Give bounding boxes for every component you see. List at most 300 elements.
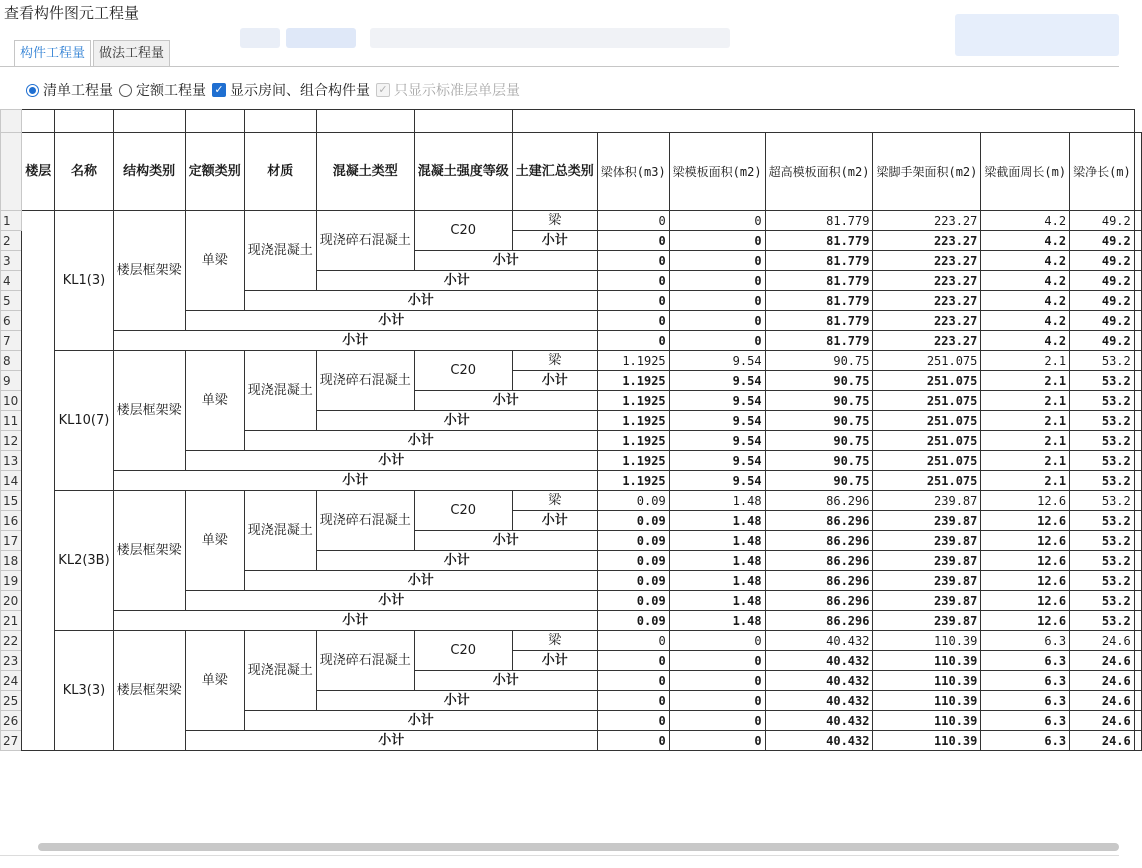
row-number: 14 [1, 471, 22, 491]
clipped-cell [1134, 411, 1141, 431]
table-row[interactable] [1, 631, 1142, 651]
value-cell[interactable]: 4.2 [981, 311, 1070, 331]
clipped-cell [1134, 611, 1141, 631]
value-cell[interactable]: 24.6 [1070, 631, 1135, 651]
value-cell[interactable]: 9.54 [669, 411, 765, 431]
quantity-grid [0, 109, 1142, 751]
value-cell[interactable]: 0 [669, 631, 765, 651]
clipped-cell [1134, 251, 1141, 271]
civil-cell[interactable]: 梁 [512, 211, 597, 231]
subtotal-label[interactable]: 小计 [512, 511, 597, 531]
header-top-cell [414, 110, 512, 133]
value-cell[interactable]: 251.075 [873, 431, 981, 451]
value-cell[interactable]: 53.2 [1070, 371, 1135, 391]
row-number: 4 [1, 271, 22, 291]
clipped-cell [1134, 491, 1141, 511]
subtotal-label[interactable]: 小计 [316, 691, 597, 711]
clipped-cell [1134, 371, 1141, 391]
row-number: 8 [1, 351, 22, 371]
row-number: 19 [1, 571, 22, 591]
value-cell[interactable]: 0 [669, 671, 765, 691]
clipped-cell [1134, 391, 1141, 411]
row-number: 12 [1, 431, 22, 451]
value-cell[interactable]: 239.87 [873, 491, 981, 511]
value-cell[interactable]: 239.87 [873, 571, 981, 591]
value-cell[interactable]: 86.296 [765, 571, 873, 591]
value-cell[interactable]: 86.296 [765, 611, 873, 631]
col-header-material[interactable]: 材质 [244, 133, 316, 211]
quota-cell[interactable]: 单梁 [185, 631, 244, 731]
value-cell[interactable]: 6.3 [981, 631, 1070, 651]
conc-grade-cell[interactable]: C20 [414, 631, 512, 671]
value-cell[interactable]: 251.075 [873, 451, 981, 471]
value-cell[interactable]: 12.6 [981, 551, 1070, 571]
value-cell[interactable]: 53.2 [1070, 391, 1135, 411]
subtotal-label[interactable]: 小计 [185, 591, 597, 611]
value-cell[interactable]: 86.296 [765, 511, 873, 531]
value-cell[interactable]: 4.2 [981, 211, 1070, 231]
conc-type-cell[interactable]: 现浇碎石混凝土 [316, 491, 414, 551]
value-cell[interactable]: 1.1925 [597, 371, 669, 391]
value-cell[interactable]: 49.2 [1070, 311, 1135, 331]
subtotal-label[interactable]: 小计 [316, 551, 597, 571]
value-cell[interactable]: 90.75 [765, 411, 873, 431]
value-cell[interactable]: 1.1925 [597, 351, 669, 371]
struct-cell[interactable]: 楼层框架梁 [113, 351, 185, 471]
value-cell[interactable]: 0 [597, 271, 669, 291]
subtotal-label[interactable]: 小计 [414, 671, 597, 691]
value-cell[interactable]: 12.6 [981, 611, 1070, 631]
value-cell[interactable]: 239.87 [873, 551, 981, 571]
value-cell[interactable]: 24.6 [1070, 711, 1135, 731]
row-number: 17 [1, 531, 22, 551]
value-cell[interactable]: 110.39 [873, 671, 981, 691]
quantity-grid-viewport[interactable] [0, 109, 1131, 839]
col-header-scaffold[interactable]: 梁脚手架面积(m2) [873, 133, 981, 211]
subtotal-label[interactable]: 小计 [244, 571, 597, 591]
value-cell[interactable]: 49.2 [1070, 251, 1135, 271]
value-cell[interactable]: 2.1 [981, 471, 1070, 491]
value-cell[interactable]: 0 [597, 311, 669, 331]
tab-bar [14, 40, 172, 66]
window-title: 查看构件图元工程量 [4, 4, 140, 22]
material-cell[interactable]: 现浇混凝土 [244, 631, 316, 711]
value-cell[interactable]: 90.75 [765, 351, 873, 371]
value-cell[interactable]: 9.54 [669, 431, 765, 451]
value-cell[interactable]: 53.2 [1070, 491, 1135, 511]
value-cell[interactable]: 53.2 [1070, 611, 1135, 631]
value-cell[interactable]: 110.39 [873, 691, 981, 711]
value-cell[interactable]: 0 [597, 211, 669, 231]
value-cell[interactable]: 0 [669, 231, 765, 251]
conc-grade-cell[interactable]: C20 [414, 211, 512, 251]
value-cell[interactable]: 239.87 [873, 611, 981, 631]
col-header-name[interactable]: 名称 [55, 133, 113, 211]
value-cell[interactable]: 24.6 [1070, 651, 1135, 671]
clipped-cell [1134, 591, 1141, 611]
option-qingdan[interactable] [26, 80, 113, 100]
value-cell[interactable]: 110.39 [873, 711, 981, 731]
subtotal-label[interactable]: 小计 [414, 391, 597, 411]
checkbox-disabled-icon: ✓ [376, 83, 390, 97]
value-cell[interactable]: 223.27 [873, 331, 981, 351]
value-cell[interactable]: 1.48 [669, 571, 765, 591]
value-cell[interactable]: 9.54 [669, 451, 765, 471]
value-cell[interactable]: 0.09 [597, 531, 669, 551]
value-cell[interactable]: 223.27 [873, 211, 981, 231]
value-cell[interactable]: 53.2 [1070, 591, 1135, 611]
value-cell[interactable]: 53.2 [1070, 411, 1135, 431]
clipped-cell [1134, 711, 1141, 731]
row-number-header [1, 110, 22, 133]
subtotal-label[interactable]: 小计 [512, 231, 597, 251]
value-cell[interactable]: 86.296 [765, 491, 873, 511]
value-cell[interactable]: 53.2 [1070, 571, 1135, 591]
col-header-civil[interactable]: 土建汇总类别 [512, 133, 597, 211]
row-number: 11 [1, 411, 22, 431]
value-cell[interactable]: 24.6 [1070, 691, 1135, 711]
value-cell[interactable]: 0 [597, 711, 669, 731]
value-cell[interactable]: 6.3 [981, 711, 1070, 731]
value-cell[interactable]: 9.54 [669, 371, 765, 391]
subtotal-label[interactable]: 小计 [512, 651, 597, 671]
row-number: 5 [1, 291, 22, 311]
radio-icon[interactable] [119, 84, 132, 97]
value-cell[interactable]: 0 [597, 231, 669, 251]
header-top-row [1, 110, 1142, 133]
value-cell[interactable]: 1.1925 [597, 391, 669, 411]
value-cell[interactable]: 6.3 [981, 691, 1070, 711]
value-cell[interactable]: 40.432 [765, 731, 873, 751]
value-cell[interactable]: 49.2 [1070, 231, 1135, 251]
option-dinge-label: 定额工程量 [136, 83, 206, 99]
value-cell[interactable]: 86.296 [765, 531, 873, 551]
value-cell[interactable]: 223.27 [873, 311, 981, 331]
value-cell[interactable]: 90.75 [765, 371, 873, 391]
value-cell[interactable]: 12.6 [981, 571, 1070, 591]
value-cell[interactable]: 1.48 [669, 611, 765, 631]
col-header-high-formwork[interactable]: 超高模板面积(m2) [765, 133, 873, 211]
value-cell[interactable]: 49.2 [1070, 331, 1135, 351]
value-cell[interactable]: 2.1 [981, 351, 1070, 371]
value-cell[interactable]: 1.1925 [597, 471, 669, 491]
subtotal-label[interactable]: 小计 [185, 311, 597, 331]
table-row[interactable] [1, 211, 1142, 231]
value-cell[interactable]: 0.09 [597, 491, 669, 511]
value-cell[interactable]: 251.075 [873, 411, 981, 431]
value-cell[interactable]: 81.779 [765, 331, 873, 351]
clipped-cell [1134, 551, 1141, 571]
table-row[interactable] [1, 351, 1142, 371]
value-cell[interactable]: 6.3 [981, 731, 1070, 751]
value-cell[interactable]: 9.54 [669, 351, 765, 371]
option-dinge[interactable] [119, 80, 206, 100]
value-cell[interactable]: 0 [597, 631, 669, 651]
value-cell[interactable]: 0 [669, 651, 765, 671]
value-cell[interactable]: 223.27 [873, 271, 981, 291]
table-row[interactable] [1, 611, 1142, 631]
row-number: 2 [1, 231, 22, 251]
table-row[interactable] [1, 331, 1142, 351]
clipped-cell [1134, 651, 1141, 671]
civil-cell[interactable]: 梁 [512, 351, 597, 371]
value-cell[interactable]: 1.48 [669, 551, 765, 571]
header-top-cell [55, 110, 113, 133]
value-cell[interactable]: 239.87 [873, 591, 981, 611]
header-top-cell [316, 110, 414, 133]
subtotal-label[interactable]: 小计 [414, 531, 597, 551]
clipped-cell [1134, 271, 1141, 291]
col-header-net-length[interactable]: 梁净长(m) [1070, 133, 1135, 211]
row-number: 24 [1, 671, 22, 691]
civil-cell[interactable]: 梁 [512, 631, 597, 651]
conc-grade-cell[interactable]: C20 [414, 491, 512, 531]
value-cell[interactable]: 49.2 [1070, 271, 1135, 291]
value-cell[interactable]: 0.09 [597, 611, 669, 631]
value-cell[interactable]: 1.1925 [597, 451, 669, 471]
col-header-formwork[interactable]: 梁模板面积(m2) [669, 133, 765, 211]
clipped-cell [1134, 671, 1141, 691]
blurred-toolbar-4 [955, 14, 1119, 56]
value-cell[interactable]: 53.2 [1070, 351, 1135, 371]
clipped-cell [1134, 331, 1141, 351]
value-cell[interactable]: 1.1925 [597, 431, 669, 451]
row-number: 22 [1, 631, 22, 651]
value-cell[interactable]: 40.432 [765, 631, 873, 651]
col-header-volume[interactable]: 梁体积(m3) [597, 133, 669, 211]
value-cell[interactable]: 4.2 [981, 231, 1070, 251]
value-cell[interactable]: 4.2 [981, 331, 1070, 351]
value-cell[interactable]: 53.2 [1070, 451, 1135, 471]
col-header-clipped [1134, 133, 1141, 211]
value-cell[interactable]: 81.779 [765, 311, 873, 331]
tab-method-quantity[interactable]: 做法工程量 [93, 40, 170, 66]
value-cell[interactable]: 12.6 [981, 491, 1070, 511]
value-cell[interactable]: 251.075 [873, 351, 981, 371]
value-cell[interactable]: 239.87 [873, 511, 981, 531]
value-cell[interactable]: 12.6 [981, 591, 1070, 611]
value-cell[interactable]: 49.2 [1070, 291, 1135, 311]
header-top-cell [22, 110, 55, 133]
col-header-struct[interactable]: 结构类别 [113, 133, 185, 211]
value-cell[interactable]: 24.6 [1070, 671, 1135, 691]
radio-selected-icon[interactable] [26, 84, 39, 97]
value-cell[interactable]: 0.09 [597, 571, 669, 591]
material-cell[interactable]: 现浇混凝土 [244, 211, 316, 291]
value-cell[interactable]: 53.2 [1070, 431, 1135, 451]
value-cell[interactable]: 12.6 [981, 531, 1070, 551]
quota-cell[interactable]: 单梁 [185, 211, 244, 311]
quota-cell[interactable]: 单梁 [185, 491, 244, 591]
value-cell[interactable]: 0 [669, 311, 765, 331]
value-cell[interactable]: 223.27 [873, 291, 981, 311]
subtotal-label[interactable]: 小计 [316, 411, 597, 431]
value-cell[interactable]: 53.2 [1070, 531, 1135, 551]
value-cell[interactable]: 86.296 [765, 591, 873, 611]
value-cell[interactable]: 0 [669, 271, 765, 291]
value-cell[interactable]: 0 [669, 731, 765, 751]
value-cell[interactable]: 53.2 [1070, 471, 1135, 491]
tab-divider [0, 66, 1119, 67]
value-cell[interactable]: 1.48 [669, 591, 765, 611]
table-row[interactable] [1, 491, 1142, 511]
subtotal-label[interactable]: 小计 [185, 451, 597, 471]
value-cell[interactable]: 1.1925 [597, 411, 669, 431]
value-cell[interactable]: 0 [597, 251, 669, 271]
value-cell[interactable]: 223.27 [873, 231, 981, 251]
floor-cell[interactable] [22, 211, 55, 751]
subtotal-label[interactable]: 小计 [113, 331, 597, 351]
value-cell[interactable]: 0 [669, 691, 765, 711]
clipped-cell [1134, 311, 1141, 331]
value-cell[interactable]: 2.1 [981, 391, 1070, 411]
value-cell[interactable]: 12.6 [981, 511, 1070, 531]
value-cell[interactable]: 2.1 [981, 431, 1070, 451]
value-cell[interactable]: 6.3 [981, 651, 1070, 671]
value-cell[interactable]: 4.2 [981, 271, 1070, 291]
value-cell[interactable]: 40.432 [765, 671, 873, 691]
value-cell[interactable]: 49.2 [1070, 211, 1135, 231]
value-cell[interactable]: 1.48 [669, 491, 765, 511]
quota-cell[interactable]: 单梁 [185, 351, 244, 451]
clipped-cell [1134, 471, 1141, 491]
value-cell[interactable]: 4.2 [981, 251, 1070, 271]
component-name-cell[interactable]: KL1(3) [55, 211, 113, 351]
col-header-conc-grade[interactable]: 混凝土强度等级 [414, 133, 512, 211]
value-cell[interactable]: 40.432 [765, 711, 873, 731]
subtotal-label[interactable]: 小计 [244, 291, 597, 311]
value-cell[interactable]: 0 [597, 731, 669, 751]
col-header-conc-type[interactable]: 混凝土类型 [316, 133, 414, 211]
civil-cell[interactable]: 梁 [512, 491, 597, 511]
value-cell[interactable]: 0 [669, 251, 765, 271]
value-cell[interactable]: 251.075 [873, 391, 981, 411]
row-number: 10 [1, 391, 22, 411]
value-cell[interactable]: 81.779 [765, 251, 873, 271]
value-cell[interactable]: 0 [597, 331, 669, 351]
value-cell[interactable]: 0 [669, 211, 765, 231]
value-cell[interactable]: 0 [669, 711, 765, 731]
checkbox-checked-icon[interactable]: ✓ [212, 83, 226, 97]
conc-type-cell[interactable]: 现浇碎石混凝土 [316, 631, 414, 691]
component-name-cell[interactable]: KL10(7) [55, 351, 113, 491]
row-number: 20 [1, 591, 22, 611]
row-number: 21 [1, 611, 22, 631]
header-top-cell [185, 110, 244, 133]
value-cell[interactable]: 1.48 [669, 511, 765, 531]
value-cell[interactable]: 40.432 [765, 651, 873, 671]
component-name-cell[interactable]: KL3(3) [55, 631, 113, 751]
value-cell[interactable]: 251.075 [873, 371, 981, 391]
value-cell[interactable]: 110.39 [873, 731, 981, 751]
col-header-quota[interactable]: 定额类别 [185, 133, 244, 211]
subtotal-label[interactable]: 小计 [414, 251, 597, 271]
row-number: 1 [1, 211, 22, 231]
subtotal-label[interactable]: 小计 [113, 611, 597, 631]
value-cell[interactable]: 90.75 [765, 471, 873, 491]
value-cell[interactable]: 53.2 [1070, 551, 1135, 571]
conc-type-cell[interactable]: 现浇碎石混凝土 [316, 351, 414, 411]
value-cell[interactable]: 0 [597, 691, 669, 711]
clipped-cell [1134, 571, 1141, 591]
value-cell[interactable]: 110.39 [873, 651, 981, 671]
subtotal-label[interactable]: 小计 [512, 371, 597, 391]
row-number: 18 [1, 551, 22, 571]
value-cell[interactable]: 53.2 [1070, 511, 1135, 531]
conc-grade-cell[interactable]: C20 [414, 351, 512, 391]
options-bar [26, 80, 526, 100]
value-cell[interactable]: 9.54 [669, 391, 765, 411]
value-cell[interactable]: 0.09 [597, 511, 669, 531]
value-cell[interactable]: 9.54 [669, 471, 765, 491]
struct-cell[interactable]: 楼层框架梁 [113, 491, 185, 611]
value-cell[interactable]: 2.1 [981, 371, 1070, 391]
subtotal-label[interactable]: 小计 [113, 471, 597, 491]
col-header-perimeter[interactable]: 梁截面周长(m) [981, 133, 1070, 211]
value-cell[interactable]: 223.27 [873, 251, 981, 271]
value-cell[interactable]: 2.1 [981, 451, 1070, 471]
value-cell[interactable]: 4.2 [981, 291, 1070, 311]
value-cell[interactable]: 90.75 [765, 391, 873, 411]
table-row[interactable] [1, 471, 1142, 491]
value-cell[interactable]: 110.39 [873, 631, 981, 651]
tab-component-quantity[interactable]: 构件工程量 [14, 40, 91, 66]
material-cell[interactable]: 现浇混凝土 [244, 491, 316, 571]
value-cell[interactable]: 0 [597, 651, 669, 671]
value-cell[interactable]: 81.779 [765, 291, 873, 311]
value-cell[interactable]: 0.09 [597, 551, 669, 571]
value-cell[interactable]: 0.09 [597, 591, 669, 611]
value-cell[interactable]: 2.1 [981, 411, 1070, 431]
clipped-cell [1134, 211, 1141, 231]
value-cell[interactable]: 0 [669, 291, 765, 311]
material-cell[interactable]: 现浇混凝土 [244, 351, 316, 431]
value-cell[interactable]: 81.779 [765, 231, 873, 251]
option-show-room[interactable] [212, 80, 370, 100]
value-cell[interactable]: 81.779 [765, 211, 873, 231]
value-cell[interactable]: 40.432 [765, 691, 873, 711]
value-cell[interactable]: 90.75 [765, 431, 873, 451]
subtotal-label[interactable]: 小计 [244, 431, 597, 451]
horizontal-scrollbar[interactable] [38, 843, 1119, 851]
subtotal-label[interactable]: 小计 [244, 711, 597, 731]
value-cell[interactable]: 0 [669, 331, 765, 351]
value-cell[interactable]: 90.75 [765, 451, 873, 471]
col-header-floor[interactable]: 楼层 [22, 133, 55, 211]
value-cell[interactable]: 1.48 [669, 531, 765, 551]
clipped-cell [1134, 351, 1141, 371]
conc-type-cell[interactable]: 现浇碎石混凝土 [316, 211, 414, 271]
value-cell[interactable]: 239.87 [873, 531, 981, 551]
row-number: 6 [1, 311, 22, 331]
struct-cell[interactable]: 楼层框架梁 [113, 211, 185, 331]
subtotal-label[interactable]: 小计 [185, 731, 597, 751]
header-top-cell [244, 110, 316, 133]
value-cell[interactable]: 81.779 [765, 271, 873, 291]
value-cell[interactable]: 6.3 [981, 671, 1070, 691]
value-cell[interactable]: 86.296 [765, 551, 873, 571]
subtotal-label[interactable]: 小计 [316, 271, 597, 291]
value-cell[interactable]: 0 [597, 291, 669, 311]
clipped-cell [1134, 631, 1141, 651]
value-cell[interactable]: 24.6 [1070, 731, 1135, 751]
blurred-toolbar-1 [240, 28, 280, 48]
struct-cell[interactable]: 楼层框架梁 [113, 631, 185, 751]
value-cell[interactable]: 0 [597, 671, 669, 691]
component-name-cell[interactable]: KL2(3B) [55, 491, 113, 631]
value-cell[interactable]: 251.075 [873, 471, 981, 491]
option-qingdan-label: 清单工程量 [43, 83, 113, 99]
